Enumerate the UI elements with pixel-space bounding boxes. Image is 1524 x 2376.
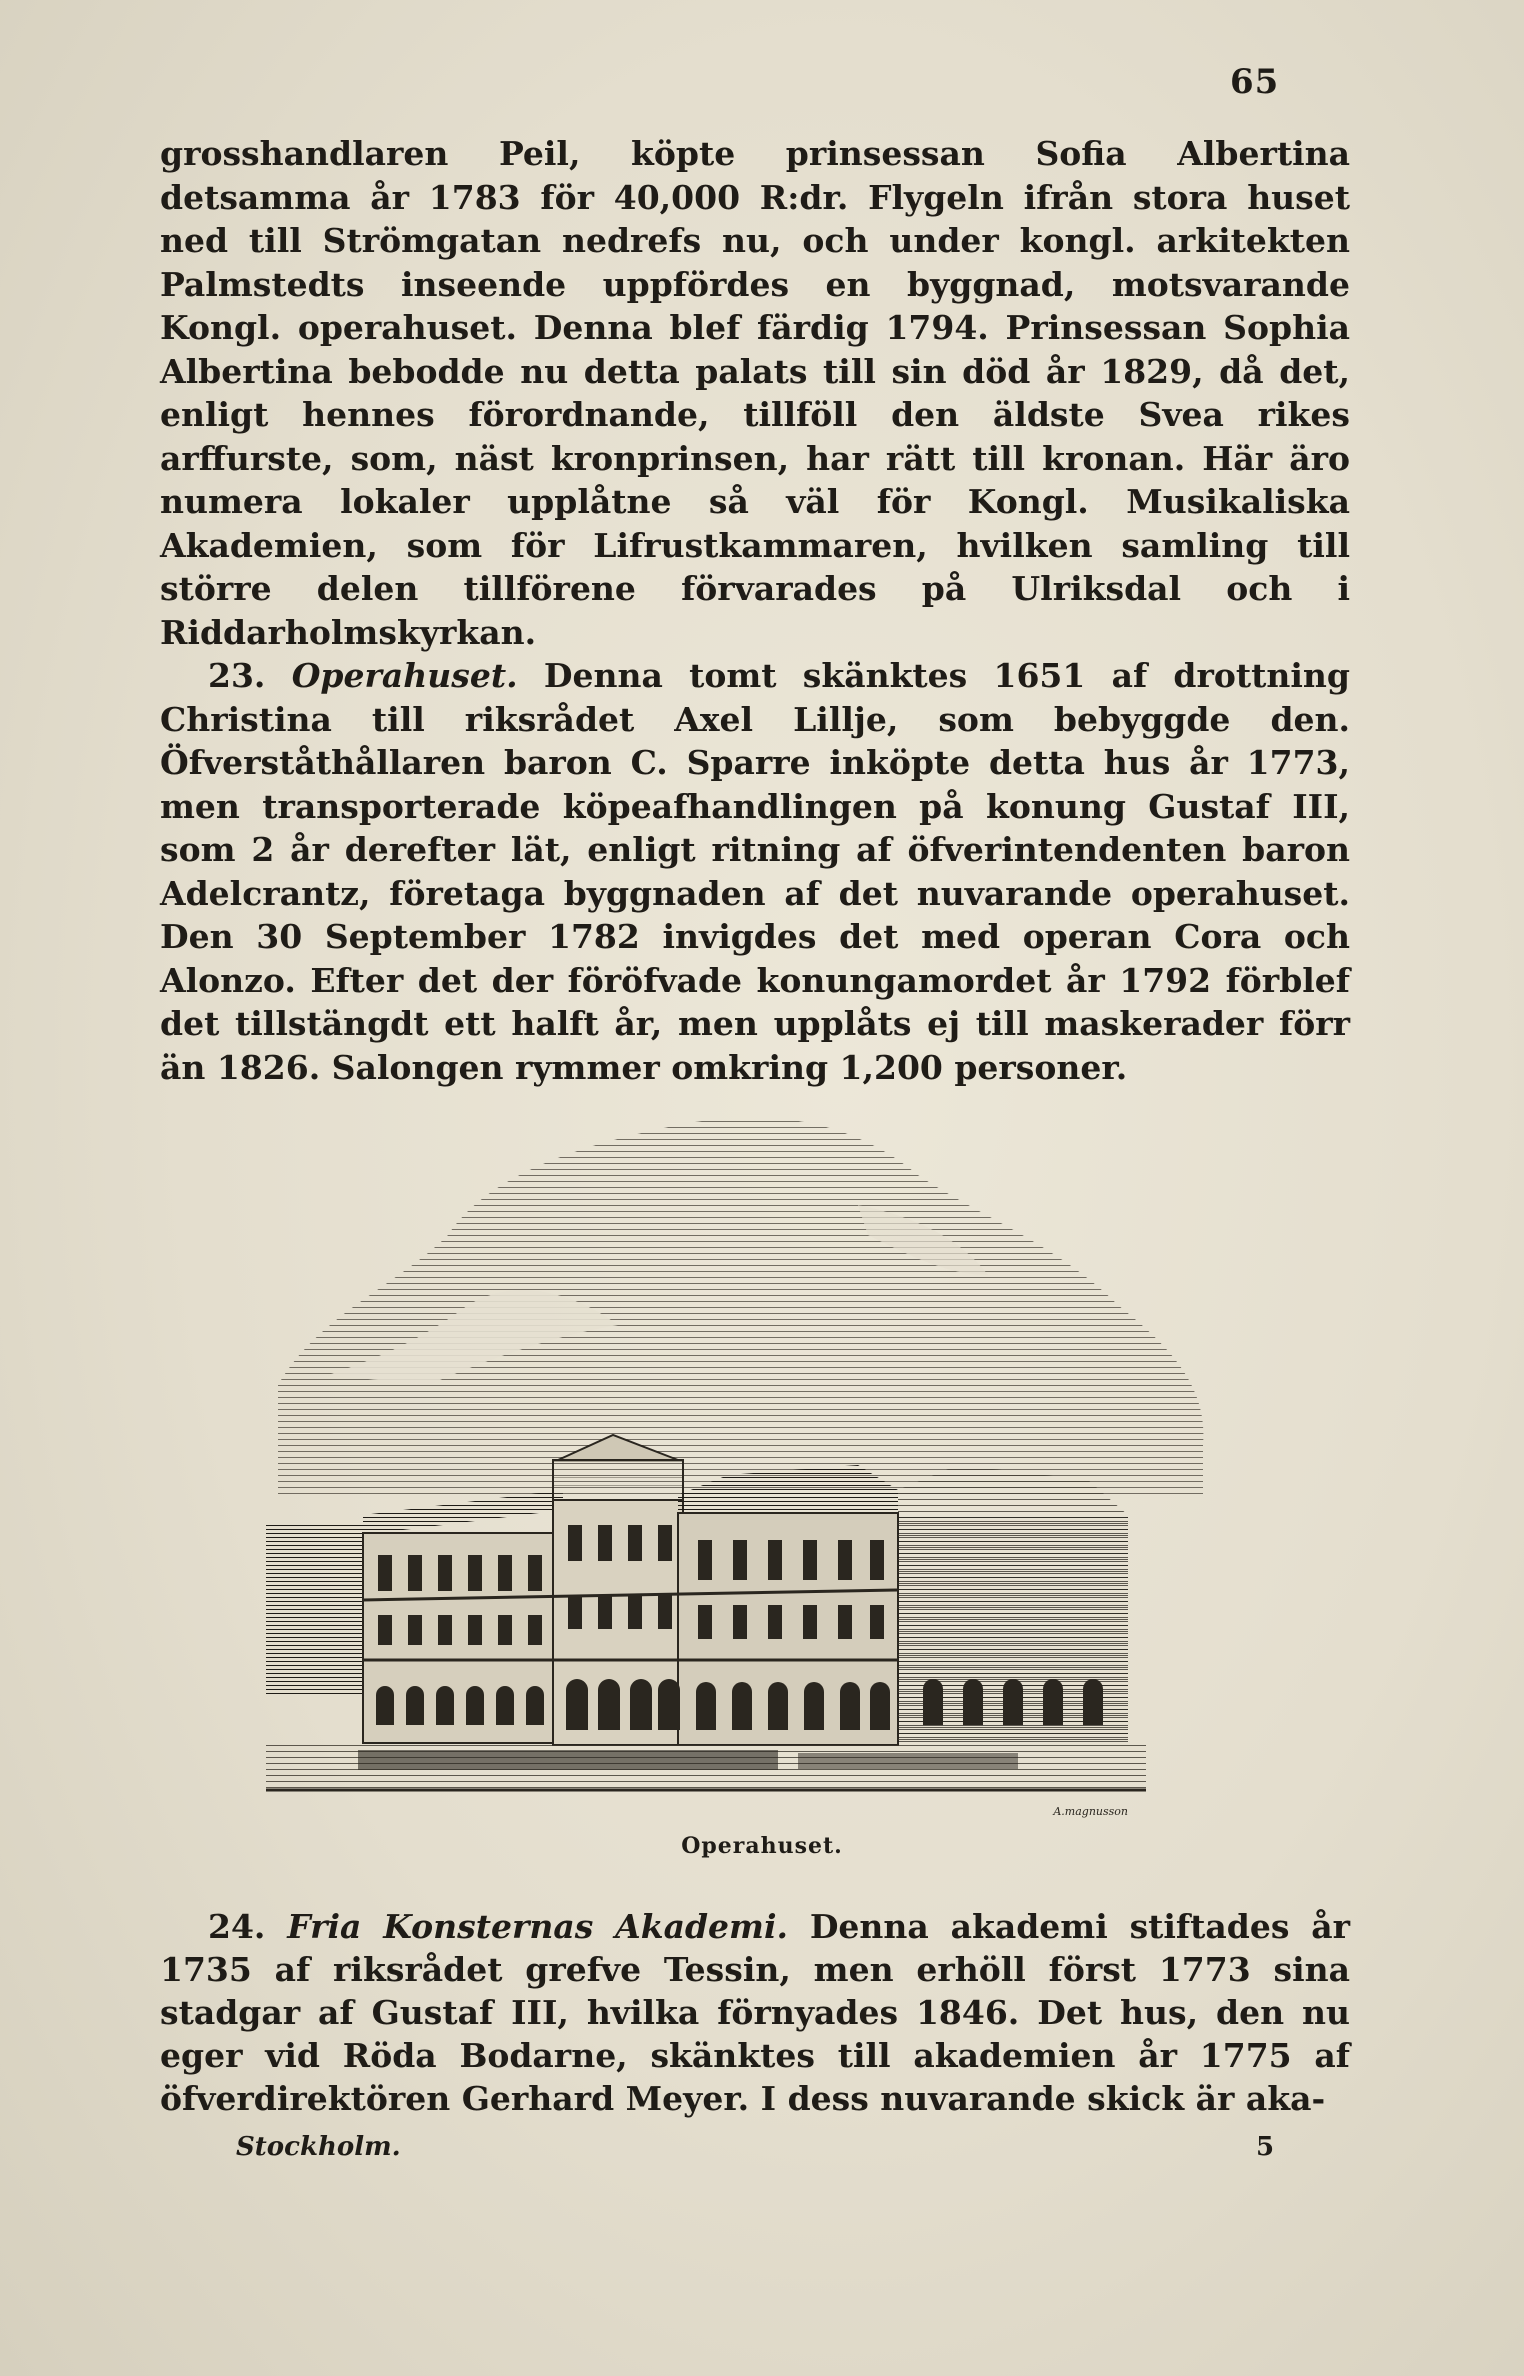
section-23-text: Denna tomt skänktes 1651 af drottning Christina till riksrådet Axel Lillje, som bebyggde den. Öfverståthållaren baron C. Sparre inköpte detta hus år 1773, men transporterade köpeafhandlingen på konung Gustaf III, som 2 år derefter lät, enligt ritning af öfverintendenten baron Adelcrantz, företaga byggnaden af det nuvarande operahuset. Den 30 September 1782 invigdes det med operan Cora och Alonzo. Efter det der föröfvade konungamordet år 1792 förblef det tillstängdt ett halft år, men upplåts ej till maskerader förr än 1826. Salongen rymmer omkring 1,200 personer.	[160, 656, 1350, 1087]
bottom-text-block	[160, 1905, 1350, 2120]
section-24-number: 24.	[208, 1907, 266, 1946]
engraver-mark: A.magnusson	[1053, 1805, 1128, 1818]
figure-caption: Operahuset.	[681, 1833, 843, 1859]
page-number: 65	[1230, 62, 1280, 102]
paragraph-section-24	[160, 1905, 1350, 2120]
section-23-title: Operahuset.	[291, 656, 518, 695]
section-23-number: 23.	[208, 656, 266, 695]
paragraph-palace: grosshandlaren Peil, köpte prinsessan Sofia Albertina detsamma år 1783 för 40,000 R:dr. Flygeln ifrån stora huset ned till Strömgatan nedrefs nu, och under kongl. arkitekten Palmstedts inseende uppfördes en byggnad, motsvarande Kongl. operahuset. Denna blef färdig 1794. Prinsessan Sophia Albertina bebodde nu detta palats till sin död år 1829, då det, enligt hennes förordnande, tillföll den äldste Svea rikes arffurste, som, näst kronprinsen, har rätt till kronan. Här äro numera lokaler upplåtne så väl för Kongl. Musikaliska Akademien, som för Lifrustkammaren, hvilken samling till större delen tillförene förvarades på Ulriksdal och i Riddarholmskyrkan.	[160, 134, 1350, 652]
section-24-text: Denna akademi stiftades år 1735 af riksrådet grefve Tessin, men erhöll först 1773 sina stadgar af Gustaf III, hvilka förnyades 1846. Det hus, den nu eger vid Röda Bodarne, skänktes till akademien år 1775 af öfverdirektören Gerhard Meyer. I dess nuvarande skick är aka-	[160, 1907, 1350, 2118]
opera-house-engraving	[258, 1085, 1218, 1830]
signature-number: 5	[1256, 2132, 1275, 2162]
sky-clouds	[278, 1117, 1203, 1495]
section-24-title: Fria Konsternas Akademi.	[287, 1907, 788, 1946]
top-text-block	[160, 132, 1350, 1089]
paragraph-section-23	[160, 654, 1350, 1089]
signature-label: Stockholm.	[236, 2132, 401, 2162]
